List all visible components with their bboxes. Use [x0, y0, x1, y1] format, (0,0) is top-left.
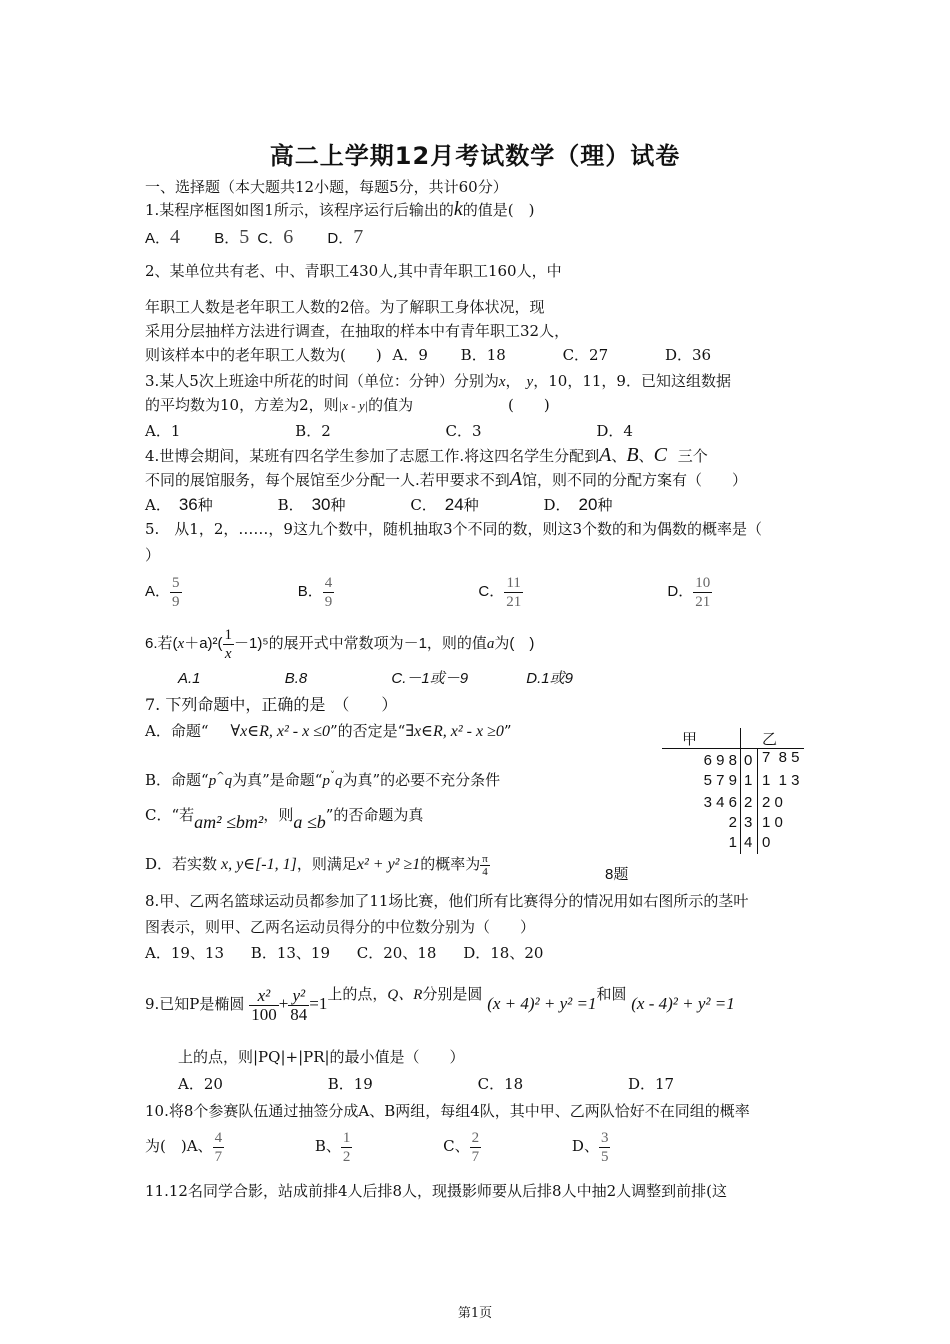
stem-leaf-left: 6 9 8: [703, 752, 737, 769]
question-11-line-1: 11.12名同学合影，站成前排4人后排8人，现摄影师要从后排8人中抽2人调整到前排(这: [145, 1182, 727, 1200]
stem-leaf-right: 2 0: [762, 794, 783, 811]
question-3-line-2: 的平均数为10，方差为2，则|x - y|的值为 ( ): [145, 396, 550, 414]
question-7-option-b: B．命题“p^q为真”是命题“p˅q为真”的必要不充分条件: [145, 771, 501, 789]
question-1-options: A．4 B．5 C．6 D．7: [145, 226, 364, 248]
question-2-line-1: 2、某单位共有老、中、青职工430人,其中青年职工160人，中: [145, 262, 562, 280]
question-6-options: A.1 B.8 C.－1或－9 D.1或9: [178, 670, 573, 687]
question-4-options: A． 36种 B． 30种 C． 24种 D． 20种: [145, 495, 613, 514]
question-6: 6.若(x＋a)²( $\frac{1}{x}$ －1)⁵的展开式中常数项为－1，则的值a为( ): [145, 626, 535, 662]
stem-leaf-right: 0: [762, 834, 771, 851]
stem-leaf-left-header: 甲: [682, 731, 698, 748]
question-7-stem: 7. 下列命题中，正确的是 （ ）: [145, 695, 398, 714]
question-2-line-2: 年职工人数是老年职工人数的2倍。为了解职工身体状况，现: [145, 298, 545, 316]
stem-leaf-stem: 3: [744, 814, 753, 831]
question-5-line-2: ）: [145, 546, 161, 564]
question-8-line-2: 图表示，则甲、乙两名运动员得分的中位数分别为（ ）: [145, 918, 536, 936]
question-9-line-2: 上的点，则|PQ|+|PR|的最小值是（ ）: [178, 1048, 465, 1066]
question-8-options: A．19、13 B．13、19 C．20、18 D．18、20: [145, 944, 544, 962]
question-9-line-1: 9.已知P是椭圆 $\frac{\text{x²}}{100}$ + $\frac{\text{y²}}{84}$ =1上的点，Q、R分别是圆 (x + 4)² + y² =1和圆 (x - 4)² + y² =1: [145, 985, 735, 1024]
question-9-options: A．20 B．19 C．18 D．17: [178, 1075, 675, 1093]
question-3-options: A．1 B．2 C．3 D．4: [145, 422, 633, 440]
stem-leaf-left: 2: [728, 814, 737, 831]
stem-leaf-stem: 4: [744, 834, 753, 851]
question-7-option-d: D．若实数 x, y∈[-1, 1]，则满足x² + y² ≥1的概率为 $\frac{\pi}{4}$: [145, 852, 488, 878]
page-title: 高二上学期12月考试数学（理）试卷: [269, 142, 681, 170]
figure-caption: 8题: [605, 866, 629, 883]
stem-leaf-stem: 0: [744, 752, 753, 769]
question-10-line-1: 10.将8个参赛队伍通过抽签分成A、B两组，每组4队，其中甲、乙两队恰好不在同组的概率: [145, 1102, 750, 1120]
page-number: 第1页: [457, 1306, 493, 1321]
stem-leaf-left: 5 7 9: [703, 772, 737, 789]
stem-leaf-right: 1 1 3: [762, 772, 800, 789]
question-7-option-a: A．命题“ ∀x∈R, x² - x ≤0”的否定是“∃x∈R, x² - x ≥0”: [145, 722, 512, 740]
section-heading: 一、选择题（本大题共12小题，每题5分，共计60分）: [145, 178, 508, 196]
question-8-line-1: 8.甲、乙两名篮球运动员都参加了11场比赛，他们所有比赛得分的情况用如右图所示的茎叶: [145, 892, 749, 910]
question-5-line-1: 5. 从1，2，……，9这九个数中，随机抽取3个不同的数，则这3个数的和为偶数的概率是（: [145, 520, 763, 538]
question-10-options: 为( )A、 $\frac{4}{7}$ B、 $\frac{1}{2}$ C、 $\frac{2}{7}$ D、 $\frac{3}{5}$: [145, 1129, 609, 1165]
question-5-options: A． $\frac{5}{9}$ B． $\frac{4}{9}$ C． $\frac{11}{21}$ D． $\frac{10}{21}$: [145, 574, 711, 610]
stem-leaf-left: 1: [728, 834, 737, 851]
question-7-option-c: C．“若am² ≤bm²，则a ≤b”的否命题为真: [145, 806, 424, 832]
stem-leaf-right: 1 0: [762, 814, 783, 831]
question-4-line-1: 4.世博会期间，某班有四名学生参加了志愿工作.将这四名学生分配到A、B、C 三个: [145, 444, 708, 466]
stem-leaf-stem: 1: [744, 772, 753, 789]
stem-leaf-plot: [660, 728, 805, 854]
stem-leaf-left: 3 4 6: [703, 794, 737, 811]
question-4-line-2: 不同的展馆服务，每个展馆至少分配一人.若甲要求不到A馆，则不同的分配方案有（ ）: [145, 468, 748, 490]
stem-leaf-stem: 2: [744, 794, 753, 811]
question-2-line-3: 采用分层抽样方法进行调查，在抽取的样本中有青年职工32人，: [145, 322, 570, 340]
question-1: 1.某程序框图如图1所示，该程序运行后输出的k的值是( ): [145, 198, 535, 220]
stem-leaf-divider: [740, 728, 741, 854]
stem-leaf-right: 7 8 5: [762, 749, 800, 766]
stem-leaf-right-header: 乙: [762, 731, 778, 748]
stem-leaf-divider: [757, 748, 758, 854]
question-2-line-4: 则该样本中的老年职工人数为( ) A．9 B．18 C．27 D．36: [145, 346, 712, 364]
question-3-line-1: 3.某人5次上班途中所花的时间（单位：分钟）分别为x， y，10，11，9．已知这组数据: [145, 372, 731, 390]
